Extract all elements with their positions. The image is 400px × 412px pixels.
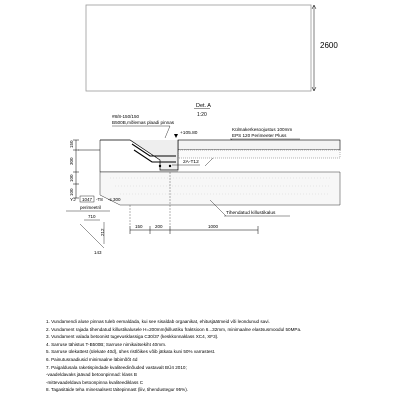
floor-slab: [178, 140, 340, 150]
insulation-label-1: Külmakerkesoojustus 100mm: [232, 127, 293, 132]
reinforcement-label-2: B500B,mõlemas plaadi pinnas: [112, 120, 175, 125]
note-item: 5. Sarruse ülekattest (ülekate 40d), ühes ristlõikes võib jätkata kuni 50% varrastest.: [46, 349, 216, 355]
dim-vertical-2: 300: [69, 157, 74, 165]
note-item: 6. Painutusraadiusid minimaalne läbimõõt 4d: [46, 356, 138, 362]
dim-left-3: 143: [94, 250, 102, 255]
note-item: 2. Vundament rajada tihendatud killustikalusele H=200mm(killustiku fraktsioon 6...32mm, minimaalne elastsusmoodul 50MPa.: [46, 326, 302, 332]
gravel-label: Tihendatud killustikalus: [226, 211, 276, 216]
dim-bottom-3: 1000: [208, 224, 219, 229]
rebar-label: 2A-T12: [183, 160, 199, 165]
reinforcement-label-1: #8/8-150/150: [112, 114, 140, 119]
plan-dimension-line: [312, 5, 316, 91]
dim-bottom-2: 200: [155, 224, 163, 229]
detail-title: Det. A: [196, 103, 211, 109]
perimeter-label: perimeetril: [80, 205, 102, 210]
reinforcement-leader: [165, 126, 170, 138]
pipe-ref: 1047: [82, 197, 93, 202]
note-item: 4. Sarruse tähistus T-B500B; Sarruse nimikaitsekiht 40mm.: [46, 341, 167, 347]
note-item: 8. Tagasitäide teha mineraalsest täitepinnast (liiv, tihendustegur 95%).: [46, 387, 189, 393]
slab-insulation: [178, 150, 340, 158]
note-item: 1. Vundamendi aluse pinnas tuleb eemaldada, kui see sisaldab orgaanikat, ehitusjäätmeid või leondunud savi.: [46, 319, 270, 324]
detail-scale: 1:20: [197, 112, 207, 118]
note-item: -mittevaadeldava betoonpinna kvaliteediklass C: [46, 379, 144, 385]
dim-left-2: 212: [100, 228, 105, 236]
elevation-marker: [174, 134, 178, 138]
grade-label: YJ: [70, 198, 76, 203]
plan-outline: [86, 5, 311, 91]
dim-vertical-1: 150: [69, 140, 74, 148]
notes-list: [46, 318, 391, 394]
note-item: 7. Paigaldusala raketispindade kvaliteedinõuded vastavalt BÜ4 2010;: [46, 364, 187, 370]
note-item: -vaadeldavaks jäävad betoonpinnad: klass B: [46, 372, 137, 378]
plan-dimension-text: 2600: [320, 41, 338, 50]
dim-bottom-1: 150: [135, 224, 143, 229]
level-dimension: -s.300: [108, 197, 121, 202]
dim-left-1: 710: [88, 214, 96, 219]
insulation-label-2: EPS 120 Perimeeter Pluss: [232, 133, 287, 138]
dim-vertical-3: 100: [69, 174, 74, 182]
gravel-base: [100, 172, 340, 205]
note-item: 3. Vundament valada betoonist tugevusklassiga C30/37 (keskkonnaklass XC4, XF3).: [46, 334, 219, 340]
pipe-label: -T8: [96, 197, 103, 202]
foundation-section: [100, 140, 178, 172]
dim-vertical-4: 100: [69, 188, 74, 196]
elevation-text: +105.80: [180, 131, 198, 136]
